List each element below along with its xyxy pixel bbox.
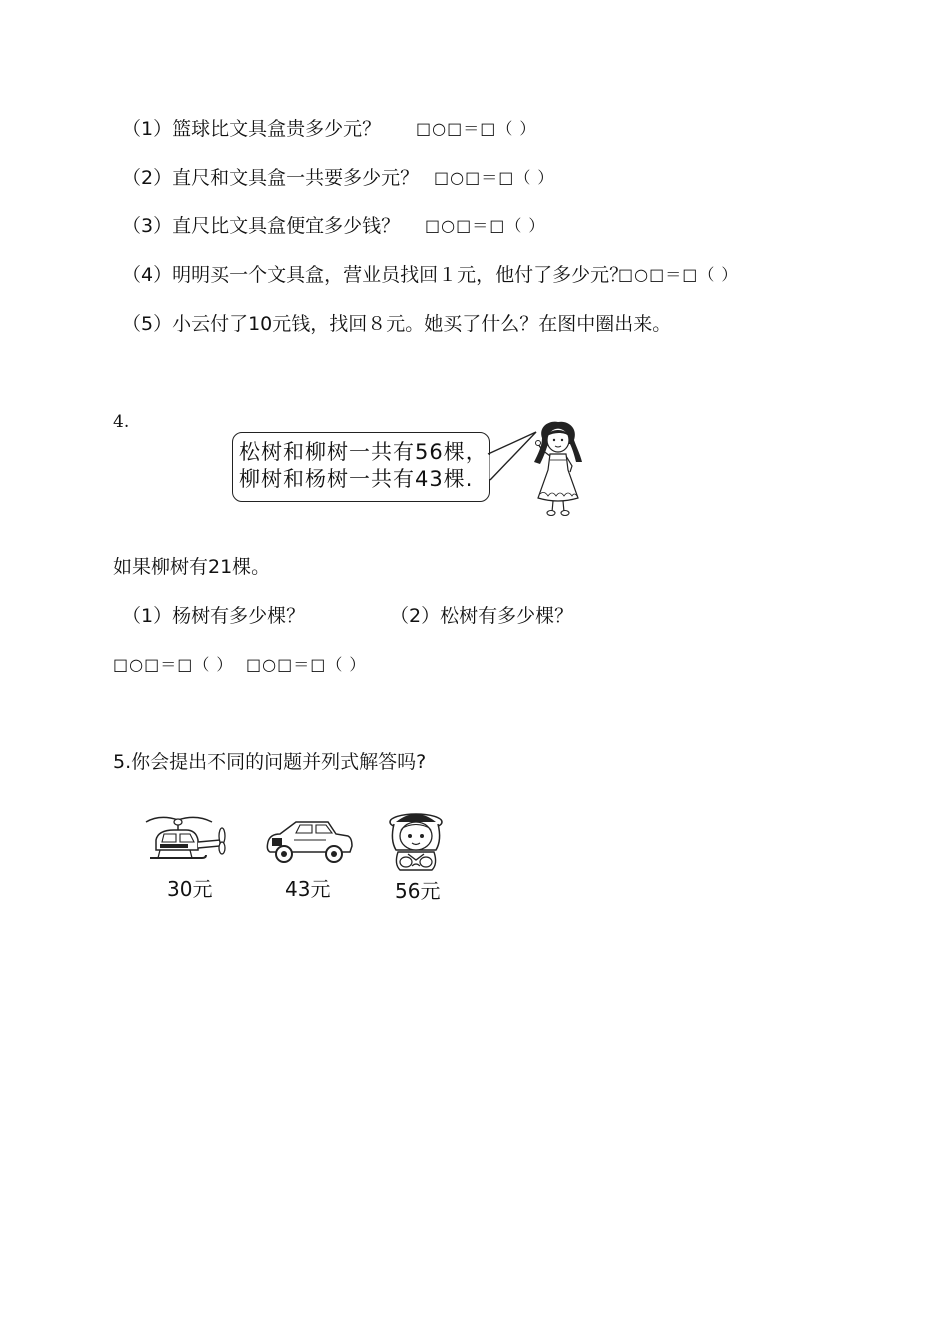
answer-formula-3-4: □○□＝□（ ） — [618, 265, 739, 284]
question-3-5: （5）小云付了10元钱，找回８元。她买了什么？在图中圈出来。 — [122, 313, 672, 335]
section-4-number: 4. — [113, 412, 130, 432]
question-3-4: （4）明明买一个文具盒，营业员找回１元，他付了多少元？ — [122, 264, 629, 286]
question-4-2: （2）松树有多少棵？ — [390, 605, 574, 627]
helicopter-icon — [140, 812, 232, 870]
helicopter-price: 30元 — [167, 877, 213, 901]
doll-price: 56元 — [395, 879, 441, 903]
question-3-2: （2）直尺和文具盒一共要多少元？ — [122, 167, 420, 189]
answer-formula-3-2: □○□＝□（ ） — [434, 168, 555, 187]
doll-icon — [386, 810, 446, 874]
speech-bubble — [232, 432, 490, 502]
girl-icon — [528, 420, 588, 518]
section-5-title: 5.你会提出不同的问题并列式解答吗? — [113, 751, 427, 773]
answer-formula-4-1: □○□＝□（ ） — [113, 655, 234, 674]
section-4-condition: 如果柳树有21棵。 — [113, 556, 271, 578]
car-price: 43元 — [285, 877, 331, 901]
question-3-1: （1）篮球比文具盒贵多少元？ — [122, 118, 382, 140]
answer-formula-3-3: □○□＝□（ ） — [425, 216, 546, 235]
answer-formula-4-2: □○□＝□（ ） — [246, 655, 367, 674]
question-3-3: （3）直尺比文具盒便宜多少钱？ — [122, 215, 401, 237]
bubble-line-1: 松树和柳树一共有56棵， — [239, 440, 488, 464]
question-4-1: （1）杨树有多少棵？ — [122, 605, 306, 627]
car-icon — [266, 816, 354, 866]
answer-formula-3-1: □○□＝□（ ） — [416, 119, 537, 138]
bubble-line-2: 柳树和杨树一共有43棵. — [239, 467, 474, 491]
